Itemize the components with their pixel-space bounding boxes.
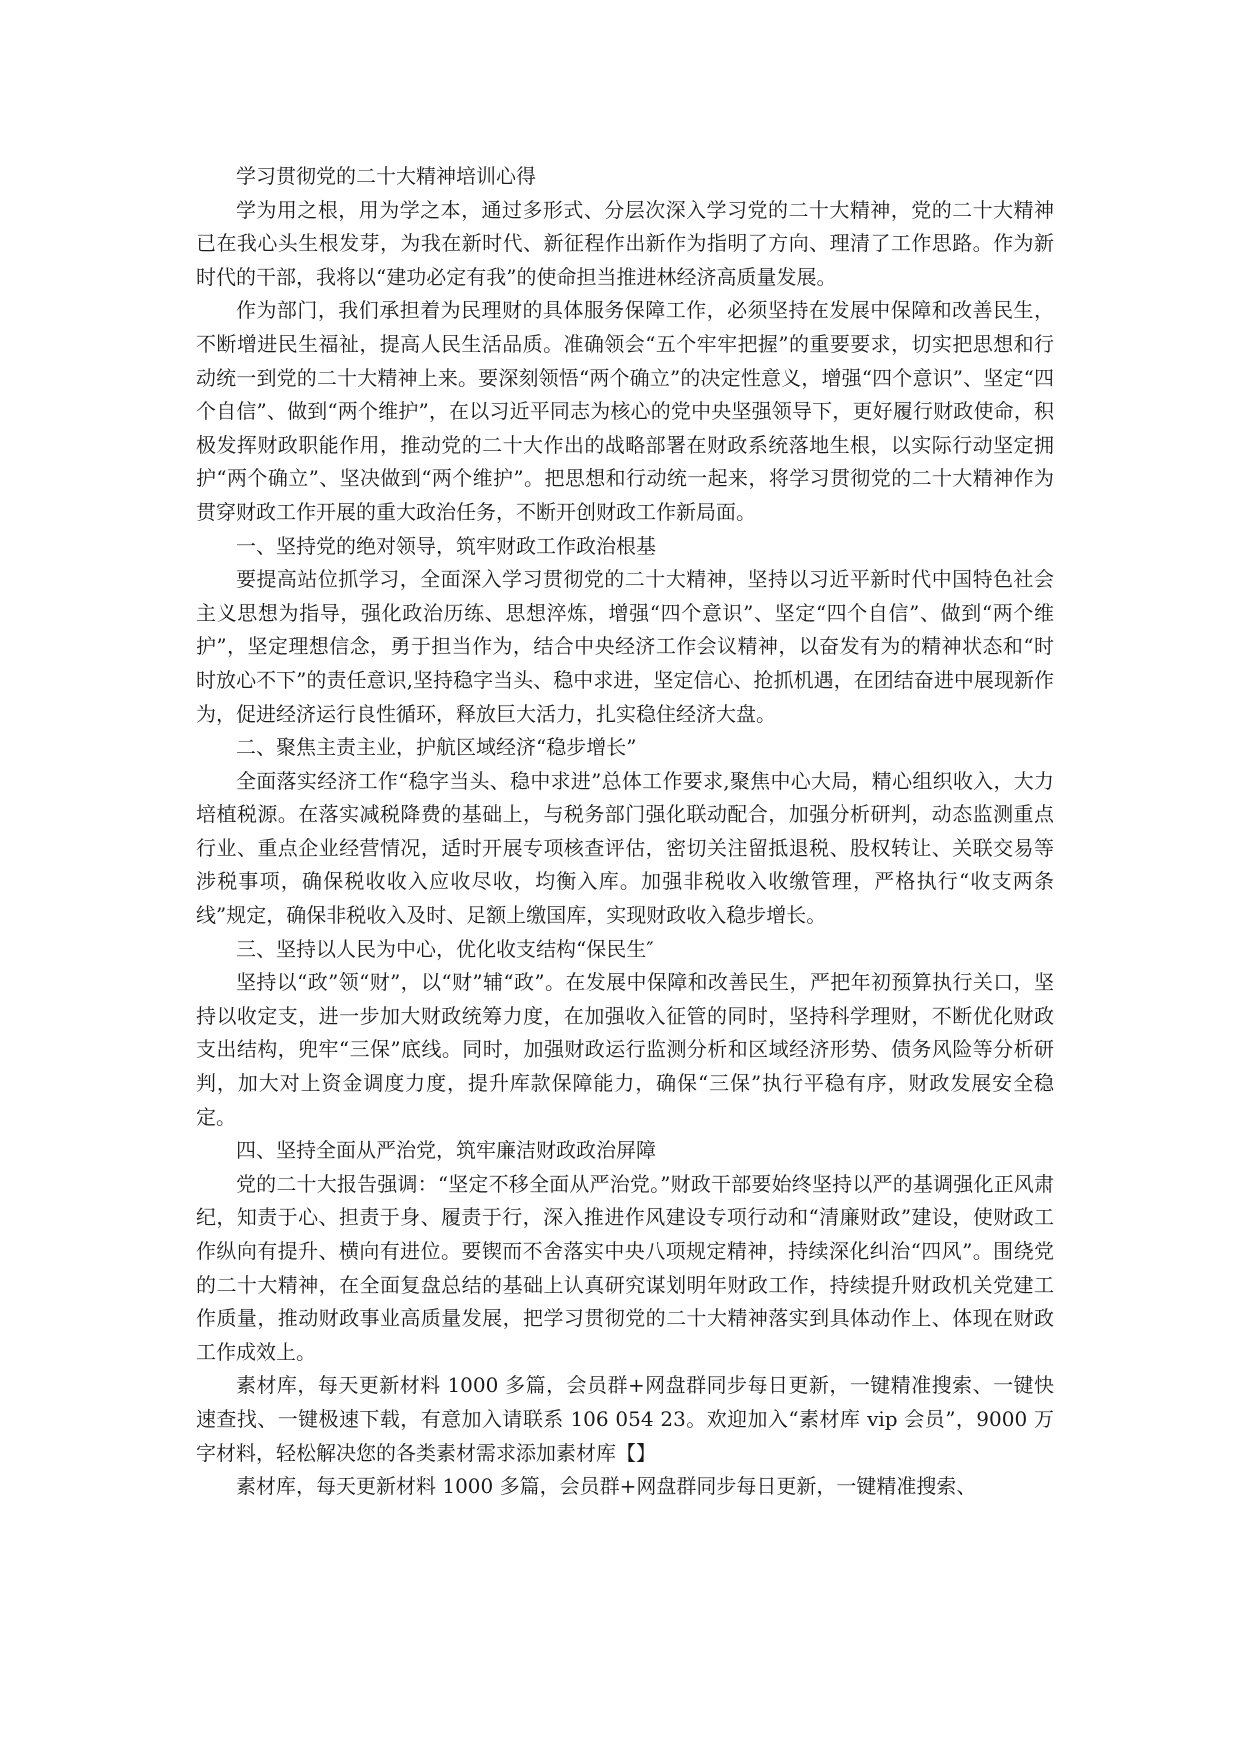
section-heading-4: 四、坚持全面从严治党，筑牢廉洁财政政治屏障: [236, 1138, 656, 1163]
paragraph-section-2: 全面落实经济工作“稳字当头、稳中求进”总体工作要求,聚焦中心大局，精心组织收入，大力培植税源。在落实减税降费的基础上，与税务部门强化联动配合，加强分析研判，动态监测重点行业、重点企业经营情况，适时开展专项核查评估，密切关注留抵退税、股权转让、关联交易等涉税事项，确保税收收入应收尽收，均衡入库。加强非税收入收缴管理，严格执行“收支两条线”规定，确保非税收入及时、足额上缴国库，实现财政收入稳步增长。: [196, 768, 1054, 928]
paragraph-section-3: 坚持以“政”领“财”，以“财”辅“政”。在发展中保障和改善民生，严把年初预算执行关口，坚持以收定支，进一步加大财政统筹力度，在加强收入征管的同时，坚持科学理财，不断优化财政支出结构，兜牢“三保”底线。同时，加强财政运行监测分析和区域经济形势、债务风险等分析研判，加大对上资金调度力度，提升库款保障能力，确保“三保”执行平稳有序，财政发展安全稳定。: [196, 970, 1054, 1129]
document-page: [196, 160, 1054, 1504]
promo-paragraph: 素材库，每天更新材料 1000 多篇，会员群+网盘群同步每日更新，一键精准搜索、一键快速查找、一键极速下载，有意加入请联系 106 054 23。欢迎加入“素材库 vip 会员”，9000 万字材料，轻松解决您的各类素材需求添加素材库【】: [196, 1373, 1054, 1465]
paragraph-section-4: 党的二十大报告强调：“坚定不移全面从严治党。”财政干部要始终坚持以严的基调强化正风肃纪，知责于心、担责于身、履责于行，深入推进作风建设专项行动和“清廉财政”建设，使财政工作纵向有提升、横向有进位。要锲而不舍落实中央八项规定精神，持续深化纠治“四风”。围绕党的二十大精神，在全面复盘总结的基础上认真研究谋划明年财政工作，持续提升财政机关党建工作质量，推动财政事业高质量发展，把学习贯彻党的二十大精神落实到具体动作上、体现在财政工作成效上。: [196, 1171, 1054, 1364]
paragraph-department: 作为部门，我们承担着为民理财的具体服务保障工作，必须坚持在发展中保障和改善民生，不断增进民生福祉，提高人民生活品质。准确领会“五个牢牢把握”的重要要求，切实把思想和行动统一到党的二十大精神上来。要深刻领悟“两个确立”的决定性意义，增强“四个意识”、坚定“四个自信”、做到“两个维护”，在以习近平同志为核心的党中央坚强领导下，更好履行财政使命，积极发挥财政职能作用，推动党的二十大作出的战略部署在财政系统落地生根，以实际行动坚定拥护“两个确立”、坚决做到“两个维护”。把思想和行动统一起来，将学习贯彻党的二十大精神作为贯穿财政工作开展的重大政治任务，不断开创财政工作新局面。: [196, 298, 1054, 524]
document-title: 学习贯彻党的二十大精神培训心得: [236, 164, 536, 188]
section-heading-1: 一、坚持党的绝对领导，筑牢财政工作政治根基: [236, 533, 656, 558]
section-heading-2: 二、聚焦主责主业，护航区域经济“稳步增长”: [236, 735, 637, 760]
paragraph-section-1: 要提高站位抓学习，全面深入学习贯彻党的二十大精神，坚持以习近平新时代中国特色社会主义思想为指导，强化政治历练、思想淬炼，增强“四个意识”、坚定“四个自信”、做到“两个维护”，坚定理想信念，勇于担当作为，结合中央经济工作会议精神，以奋发有为的精神状态和“时时放心不下”的责任意识,坚持稳字当头、稳中求进，坚定信心、抢抓机遇，在团结奋进中展现新作为，促进经济运行良性循环，释放巨大活力，扎实稳住经济大盘。: [196, 567, 1054, 726]
promo-paragraph-repeat: 素材库，每天更新材料 1000 多篇，会员群+网盘群同步每日更新，一键精准搜索、: [236, 1474, 977, 1499]
paragraph-intro: 学为用之根，用为学之本，通过多形式、分层次深入学习党的二十大精神，党的二十大精神已在我心头生根发芽，为我在新时代、新征程作出新作为指明了方向、理清了工作思路。作为新时代的干部，我将以“建功必定有我”的使命担当推进林经济高质量发展。: [196, 197, 1054, 289]
section-heading-3: 三、坚持以人民为中心，优化收支结构“保民生″: [236, 936, 654, 961]
